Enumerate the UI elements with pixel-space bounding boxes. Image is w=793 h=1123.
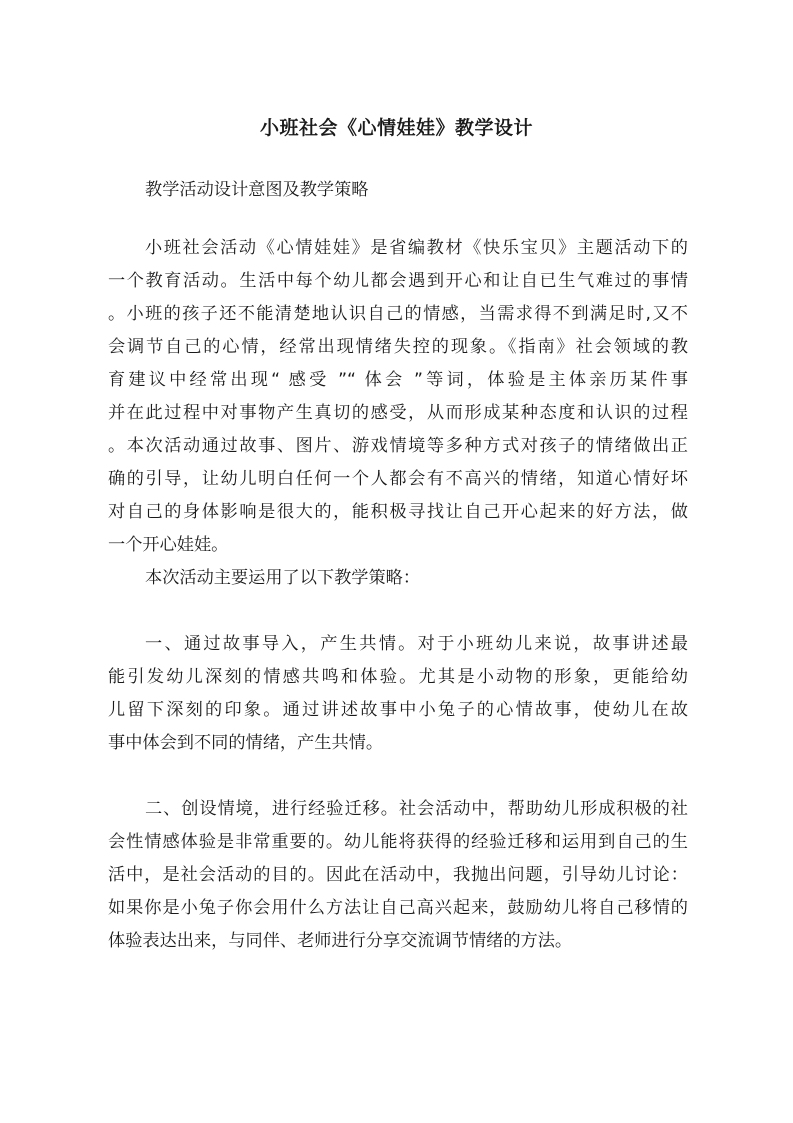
document-title: 小班社会《心情娃娃》教学设计 (259, 117, 533, 139)
paragraph-line: 事中体会到不同的情绪，产生共情。 (108, 733, 384, 753)
paragraph-line: 体验表达出来，与同伴、老师进行分享交流调节情绪的方法。 (108, 931, 573, 951)
paragraph-line: 确的引导，让幼儿明白任何一个人都会有不高兴的情绪，知道心情好坏 (108, 469, 688, 489)
paragraph-line: 。本次活动通过故事、图片、游戏情境等多种方式对孩子的情绪做出正 (108, 436, 688, 456)
section-heading: 教学活动设计意图及教学策略 (145, 180, 369, 200)
paragraph-line: 活中，是社会活动的目的。因此在活动中，我抛出问题，引导幼儿讨论： (108, 865, 688, 885)
paragraph-line: 本次活动主要运用了以下教学策略： (145, 568, 421, 588)
paragraph-line: 。小班的孩子还不能清楚地认识自己的情感，当需求得不到满足时,又不 (108, 304, 688, 324)
paragraph-line: 二、创设情境，进行经验迁移。社会活动中，帮助幼儿形成积极的社 (145, 799, 688, 819)
paragraph-line: 会性情感体验是非常重要的。幼儿能将获得的经验迁移和运用到自己的生 (108, 832, 688, 852)
paragraph-line: 如果你是小兔子你会用什么方法让自己高兴起来，鼓励幼儿将自己移情的 (108, 898, 688, 918)
paragraph-line: 儿留下深刻的印象。通过讲述故事中小兔子的心情故事，使幼儿在故 (108, 700, 688, 720)
paragraph-line: 育建议中经常出现“ 感受 ”“ 体会 ”等词，体验是主体亲历某件事 (108, 370, 688, 390)
paragraph-line: 会调节自己的心情，经常出现情绪失控的现象。《指南》社会领域的教 (108, 337, 688, 357)
paragraph-line: 一个开心娃娃。 (108, 535, 229, 555)
paragraph-line: 对自己的身体影响是很大的，能积极寻找让自己开心起来的好方法，做 (108, 502, 688, 522)
paragraph-line: 并在此过程中对事物产生真切的感受，从而形成某种态度和认识的过程 (108, 403, 688, 423)
paragraph-line: 能引发幼儿深刻的情感共鸣和体验。尤其是小动物的形象，更能给幼 (108, 667, 688, 687)
paragraph-line: 一、通过故事导入，产生共情。对于小班幼儿来说，故事讲述最 (145, 634, 688, 654)
paragraph-line: 一个教育活动。生活中每个幼儿都会遇到开心和让自已生气难过的事情 (108, 271, 688, 291)
paragraph-line: 小班社会活动《心情娃娃》是省编教材《快乐宝贝》主题活动下的 (145, 238, 688, 258)
